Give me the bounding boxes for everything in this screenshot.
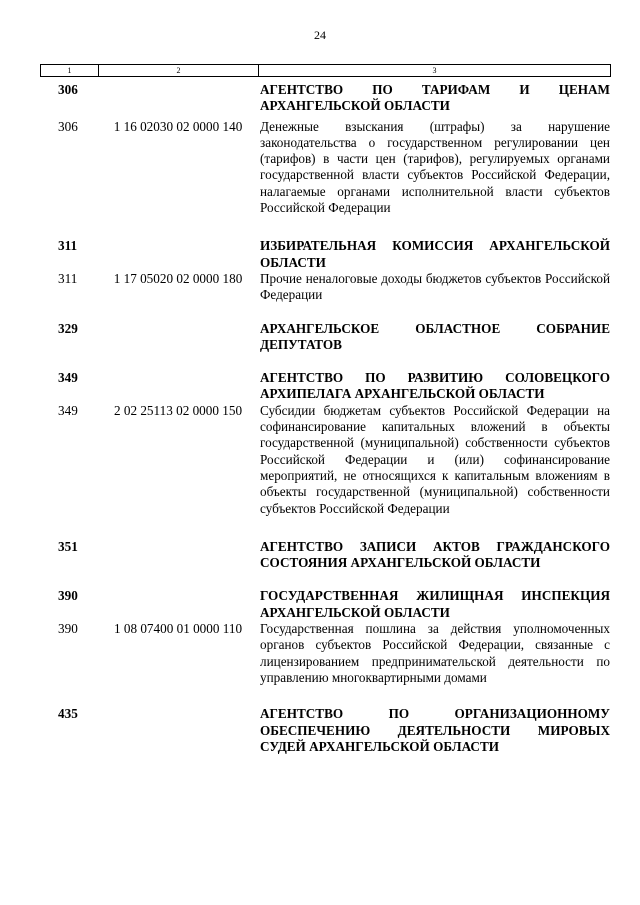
admin-code: 349 <box>58 370 78 386</box>
kbk-code <box>98 82 258 115</box>
row-text: ГОСУДАРСТВЕННАЯ ЖИЛИЩНАЯ ИНСПЕКЦИЯ АРХАНГЕЛЬСКОЙ ОБЛАСТИ <box>260 588 610 620</box>
row-text: Государственная пошлина за действия уполномоченных органов субъектов Российской Федерации, связанные с лицензированием предпринимательской деятельности по управлению многоквартирными домами <box>260 621 610 685</box>
admin-code: 311 <box>58 270 78 286</box>
kbk-code: 1 08 07400 01 0000 110 <box>113 621 243 637</box>
kbk-code <box>98 706 258 755</box>
table-row <box>40 588 610 621</box>
table-row <box>40 539 610 572</box>
kbk-code: 1 16 02030 02 0000 140 <box>113 118 243 134</box>
kbk-code <box>98 370 258 403</box>
kbk-code <box>98 539 258 572</box>
row-text: АГЕНТСТВО ПО ОРГАНИЗАЦИОННОМУ ОБЕСПЕЧЕНИЮ ДЕЯТЕЛЬНОСТИ МИРОВЫХ СУДЕЙ АРХАНГЕЛЬСКОЙ ОБЛАСТИ <box>260 706 610 754</box>
admin-code: 390 <box>58 588 78 604</box>
admin-code: 435 <box>58 706 78 722</box>
table-row <box>40 706 610 755</box>
page-number: 24 <box>314 28 326 42</box>
column-header-2: 2 <box>99 65 259 77</box>
table-row <box>40 238 610 271</box>
row-text: ИЗБИРАТЕЛЬНАЯ КОМИССИЯ АРХАНГЕЛЬСКОЙ ОБЛАСТИ <box>260 238 610 270</box>
table-row <box>40 119 610 217</box>
row-text: Прочие неналоговые доходы бюджетов субъектов Российской Федерации <box>260 270 610 303</box>
kbk-code <box>98 238 258 271</box>
table-header <box>40 64 611 77</box>
table-row <box>40 321 610 354</box>
kbk-code <box>98 588 258 621</box>
admin-code: 306 <box>58 118 78 134</box>
row-text: АРХАНГЕЛЬСКОЕ ОБЛАСТНОЕ СОБРАНИЕ ДЕПУТАТОВ <box>260 320 610 352</box>
row-text: АГЕНТСТВО ЗАПИСИ АКТОВ ГРАЖДАНСКОГО СОСТОЯНИЯ АРХАНГЕЛЬСКОЙ ОБЛАСТИ <box>260 538 610 571</box>
table-row <box>40 370 610 403</box>
admin-code: 390 <box>58 621 78 637</box>
kbk-code <box>98 321 258 354</box>
table-row <box>40 271 610 304</box>
admin-code: 311 <box>58 238 78 254</box>
column-header-3: 3 <box>259 65 611 77</box>
admin-code: 351 <box>58 538 78 554</box>
row-text: АГЕНТСТВО ПО РАЗВИТИЮ СОЛОВЕЦКОГО АРХИПЕЛАГА АРХАНГЕЛЬСКОЙ ОБЛАСТИ <box>260 370 610 402</box>
column-header-1: 1 <box>41 65 99 77</box>
table-row <box>40 82 610 115</box>
admin-code: 306 <box>58 82 78 97</box>
kbk-code: 2 02 25113 02 0000 150 <box>113 402 243 418</box>
table-row <box>40 403 610 517</box>
admin-code: 349 <box>58 402 78 418</box>
row-text: Денежные взыскания (штрафы) за нарушение законодательства о государственном регулировании цен (тарифов) в части цен (тарифов), регулируемых органами государственной власти субъектов Российской Федерации, налагаемые органами исполнительной власти субъектов Российской Федерации <box>260 118 610 216</box>
row-text: Субсидии бюджетам субъектов Российской Федерации на софинансирование капитальных вложений в объекты государственной (муниципальной) собственности субъектов Российской Федерации и (или) софинансирование мероприятий, не относящихся к капитальным вложениям в объекты государственной (муниципальной) собственности субъектов Российской Федерации <box>260 402 610 516</box>
table-body <box>40 82 610 755</box>
kbk-code: 1 17 05020 02 0000 180 <box>113 270 243 286</box>
row-text: АГЕНТСТВО ПО ТАРИФАМ И ЦЕНАМ АРХАНГЕЛЬСКОЙ ОБЛАСТИ <box>260 82 610 114</box>
table-row <box>40 621 610 686</box>
admin-code: 329 <box>58 320 78 336</box>
